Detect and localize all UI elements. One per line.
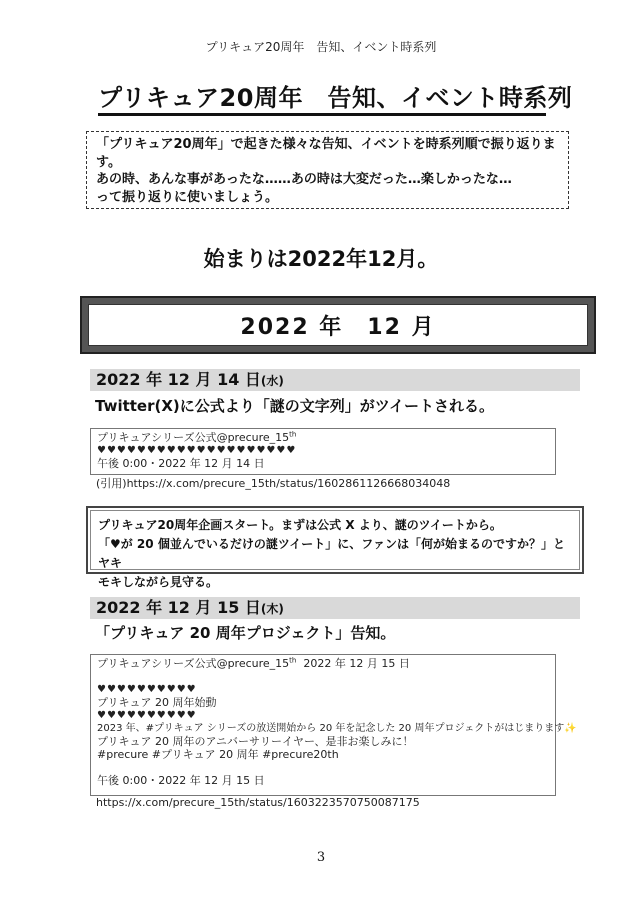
title-underline (98, 113, 546, 116)
event-date: 2022 年 12 月 15 日 (96, 598, 261, 617)
intro-line: って振り返りに使いましょう。 (96, 189, 279, 205)
tweet-link[interactable]: https://x.com/precure_15th/status/1603223570750087175 (96, 796, 420, 809)
tweet-account-sup: th (289, 430, 297, 439)
tweet-account-text: プリキュアシリーズ公式@precure_15 (97, 657, 290, 670)
comment-line: プリキュア20周年企画スタート。まずは公式 X より、謎のツイートから。 (98, 518, 502, 532)
page-number: 3 (316, 850, 326, 865)
tweet-time: 午後 0:00・2022 年 12 月 15 日 (97, 774, 265, 787)
event-title: Twitter(X)に公式より「謎の文字列」がツイートされる。 (95, 397, 495, 415)
tweet-hashtags[interactable]: #precure #プリキュア 20 周年 #precure20th (97, 748, 339, 761)
tweet-time: 午後 0:00・2022 年 12 月 14 日 (97, 457, 265, 470)
event-date: 2022 年 12 月 14 日 (96, 370, 261, 389)
tweet-hearts: ♥♥♥♥♥♥♥♥♥♥ (97, 710, 197, 721)
event-weekday: (木) (260, 602, 284, 616)
tweet-account-text: プリキュアシリーズ公式@precure_15 (97, 431, 290, 444)
month-heading: 2022 年 12 月 (88, 304, 588, 346)
tweet-hearts: ♥♥♥♥♥♥♥♥♥♥ (97, 684, 197, 695)
comment-line: 「♥が 20 個並んでいるだけの謎ツイート」に、ファンは「何が始まるのですか？」とヤキ (98, 537, 565, 570)
tweet-card (90, 654, 577, 796)
running-header: プリキュア20周年 告知、イベント時系列 (205, 40, 437, 54)
event-weekday: (水) (260, 374, 284, 388)
intro-line: あの時、あんな事があったな……あの時は大変だった…楽しかったな… (96, 172, 512, 187)
event-comment-box (86, 506, 584, 589)
tweet-account-date: 2022 年 12 月 15 日 (303, 657, 410, 670)
intro-box (86, 131, 569, 209)
intro-line: 「プリキュア20周年」で起きた様々な告知、イベントを時系列順で振り返りま (96, 137, 556, 152)
tweet-body: 2023 年、#プリキュア シリーズの放送開始から 20 年を記念した 20 周年プロジェクトがはじまります✨ (97, 723, 577, 734)
page-title-text: プリキュア20周年 告知、イベント時系列 (98, 84, 573, 112)
tweet-account (97, 657, 549, 670)
tweet-card (90, 428, 556, 475)
comment-line: モキしながら見守る。 (98, 575, 219, 589)
start-statement: 始まりは2022年12月。 (203, 247, 439, 271)
tweet-account (97, 431, 549, 444)
tweet-reference-link[interactable]: (引用)https://x.com/precure_15th/status/1602861126668034048 (96, 477, 451, 490)
month-heading-frame (80, 296, 596, 354)
page-title (98, 78, 573, 113)
event-date-bar (90, 369, 580, 391)
tweet-body: プリキュア 20 周年のアニバーサリーイヤー、是非お楽しみに！ (97, 735, 414, 748)
event-title: 「プリキュア 20 周年プロジェクト」告知。 (95, 624, 396, 642)
event-date-bar (90, 597, 580, 619)
tweet-account-sup: th (289, 656, 297, 665)
tweet-line: プリキュア 20 周年始動 (97, 696, 217, 709)
intro-line: す。 (96, 154, 121, 170)
tweet-hearts: ♥♥♥♥♥♥♥♥♥♥♥♥♥♥♥♥♥♥♥♥ (97, 445, 297, 456)
